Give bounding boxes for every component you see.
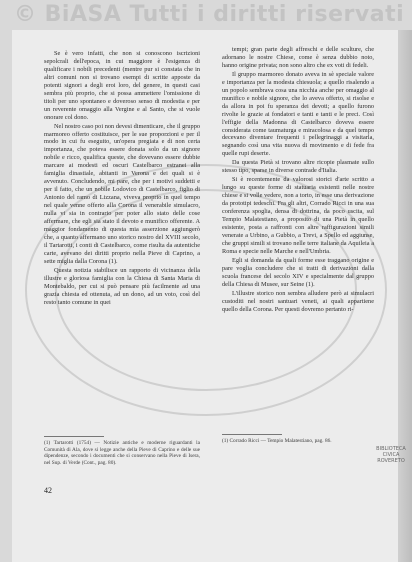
- banner-text: © BiASA Tutti i diritti riservati: [14, 2, 405, 27]
- footnote-divider: [44, 436, 104, 437]
- footnote-left: (1) Tartarotti (1754) — Notizie antiche e moderne riguardanti la Comunità di Ala, dove si legge anche della Pieve di Caprino e delle sue dipendenze, secondo i documenti che si conservano nella Pieve di Isera, nel Sup. di Verde (Cont., pag. 80).: [44, 440, 200, 466]
- library-stamp-text: BIBLIOTECA CIVICA ROVERETO: [376, 446, 406, 464]
- copyright-banner: [0, 0, 412, 30]
- footnote-right: (1) Corrado Ricci — Tempio Malatestiano, pag. 86.: [222, 438, 332, 444]
- paragraph: Si è recentemente da valorosi storici d'arte scritto a lungo su queste forme di statuaria esistenti nelle nostre chiese e si volle vedere, non a torto, in esse una derivazione da prototipi tedeschi. Fra gli altri, Corrado Ricci in una sua conferenza spoglia, densa di dottrina, da poco uscita, sul Tempio Malatestiano, a proposito di una Pietà in quello esistente, posta a raffronti con altre raffigurazioni simili venerate a Urbino, a Gubbio, a Trevi, a Spello ed aggiunse, che gruppi simili si trovano nelle terre italiane da Aquileia a Roma e specie nelle Marche e nell'Umbria.: [222, 176, 374, 255]
- page-number: 42: [44, 486, 52, 495]
- footnote-divider: [222, 434, 282, 435]
- paragraph: Nel nostro caso poi non devesi dimenticare, che il gruppo marmoreo offerto costituisce, per le sue proporzioni e per il modo in cui fu eseguito, un'opera pregiata e di non certa importanza, che poteva essere donata solo da un signore nobile e ricco, qualifica queste, che dovevano essere dubbie marcare ai modesti ed oscuri Castelbarco estranei alla famiglia dinastiale, abitanti in Verona e dei quali si è avvenuto. Concludendo, mi pare, che per i motivi suddetti e per il fatto, che un nobile Lodovico di Castelbarco, figlio di Antonio del ramo di Lizzana, viveva proprio in quel tempo nel quale venne offerto alla Corona il venerabile simulacro, nulla vi sia in contrario per poter allo stato delle cose affermare, che egli sia stato il devoto e munifico offerente. A maggior fondamento di questa mia asserzione aggiungerò che, a quanto affermano uno storico nostro del XVIII secolo, il Tartarotti, i conti di Castelbarco, come risulta da autentiche carte, avevano dei diritti proprio nella Pieve di Caprino, a sette miglia dalla Corona (1).: [44, 122, 200, 265]
- paragraph: Questa notizia stabilisce un rapporto di vicinanza della illustre e gloriosa famiglia con la Chiesa di Santa Maria di Montebaldo, per cui si può pensare più facilmente ad una grazia chiesta ed ottenuta, ad un dono, ad un voto, così del resto tanto comune in quei: [44, 266, 200, 306]
- left-text-column: [44, 50, 200, 308]
- right-text-column: [222, 46, 374, 314]
- paragraph: Se è vero infatti, che non si conoscono iscrizioni sepolcrali dell'epoca, in cui maggiore è l'esigenza di qualificare i nobili precedenti (mentre pur si constata che in altri comuni non si trovano esempi di scritte apposte da potenti signori a degli eroi loro, del genere, in questi casi sembra più proprio, che si possa ammettere l'omissione di titoli per uno spontaneo e doveroso senso di modestia e per un reverente omaggio alla Vergine e al Santo, che si vuole onorare col dono.: [44, 50, 200, 121]
- paragraph: tempi; gran parte degli affreschi e delle sculture, che adornano le nostre Chiese, come è senza dubbio noto, hanno origine privata; non sono altro che ex voti di fedeli.: [222, 46, 374, 69]
- paragraph: Da questa Pietà si trovano altre ricopie plasmate sullo stesso tipo, sparse in diverse contrade d'Italia.: [222, 159, 374, 175]
- paragraph: Egli si domanda da quali forme esse traggano origine e pare voglia concludere che si tratti di derivazioni dalla scuola francese del secolo XIV e specialmente dal gruppo della Chiesa di Musee, sur Seine (1).: [222, 256, 374, 288]
- paragraph: L'illustre storico non sembra alludere però ai simulacri custoditi nel nostri santuari veneti, ai quali appartiene quello della Corona. Per questi dovremo pertanto ri-: [222, 289, 374, 313]
- paragraph: Il gruppo marmoreo donato aveva in sè speciale valore e importanza per la modesta chiesuola; a quello risalendo a un popolo sembrava cosa una nicchia anche per omaggio al munifico e nobile signore, che lo aveva offerto, si risolse e da allora in poi fu speranza dei devoti; a quello furono rivolte le grazie ai fondatori e tanti e tanti e le preci. Così l'effigie della Madonna di Castelbarco doveva essere considerata come taumaturga e miracolosa e da quel tempo decevano diventare frequenti i pellegrinaggi a visitarla, segnando così una vita nuova di movimento e di fede fra quelle rupi deserte.: [222, 70, 374, 158]
- scan-edge-shadow: [398, 30, 412, 562]
